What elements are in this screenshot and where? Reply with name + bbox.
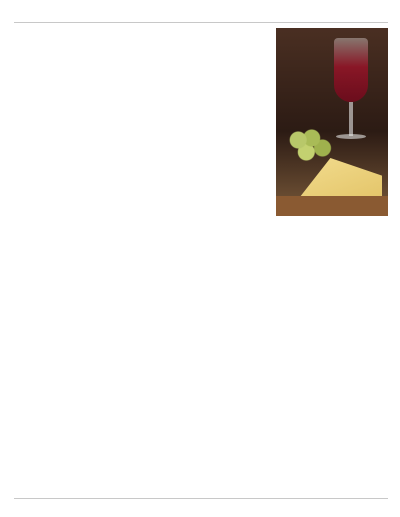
- wine-glass-shape: [334, 38, 368, 102]
- blank-text-column-middle: [146, 28, 266, 494]
- board-shape: [276, 196, 388, 216]
- blank-text-column-left: [14, 28, 134, 494]
- grapes-shape: [282, 124, 336, 164]
- wine-glass-stem-shape: [349, 102, 353, 136]
- footer-rule: [14, 498, 388, 499]
- wine-glass-base-shape: [336, 134, 366, 139]
- wine-and-cheese-photo: [276, 28, 388, 216]
- header-rule: [14, 22, 388, 23]
- blank-text-column-right: [276, 226, 388, 494]
